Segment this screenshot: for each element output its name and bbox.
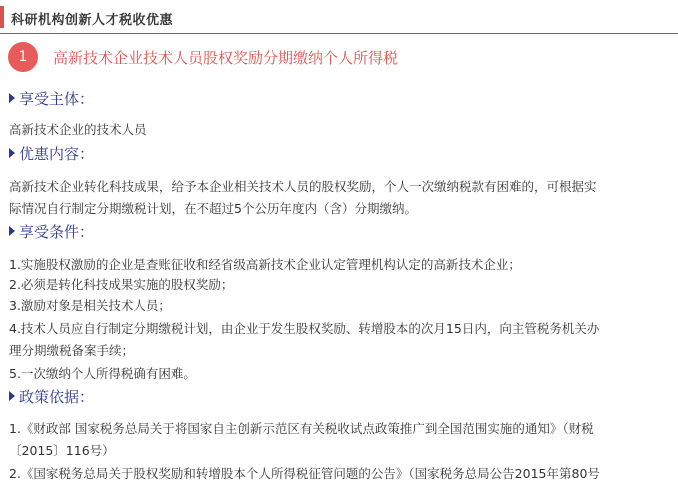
arrow-right-icon bbox=[9, 391, 15, 401]
section-heading-label: 享受条件： bbox=[19, 223, 95, 241]
section-heading-basis bbox=[9, 386, 94, 407]
section-heading-conditions bbox=[9, 221, 94, 242]
subject-text: 高新技术企业的技术人员 bbox=[9, 122, 147, 137]
arrow-right-icon bbox=[9, 148, 15, 158]
section-heading-label: 优惠内容： bbox=[19, 145, 95, 163]
content-line: 高新技术企业转化科技成果，给予本企业相关技术人员的股权奖励，个人一次缴纳税款有困难的，可根据实 bbox=[9, 179, 597, 194]
basis-line: 〔2015〕116号） bbox=[9, 443, 115, 458]
condition-line: 5.一次缴纳个人所得税确有困难。 bbox=[9, 366, 196, 381]
condition-line: 3.激励对象是相关技术人员； bbox=[9, 298, 171, 313]
basis-line: 2.《国家税务总局关于股权奖励和转增股本个人所得税征管问题的公告》（国家税务总局公告2015年第80号 bbox=[9, 466, 600, 481]
page-title: 科研机构创新人才税收优惠 bbox=[11, 13, 174, 28]
condition-line: 4.技术人员应自行制定分期缴税计划，由企业于发生股权奖励、转增股本的次月15日内，向主管税务机关办 bbox=[9, 321, 600, 336]
condition-line: 1.实施股权激励的企业是查账征收和经省级高新技术企业认定管理机构认定的高新技术企业； bbox=[9, 257, 521, 272]
item-number-badge: 1 bbox=[8, 42, 38, 72]
item-title: 高新技术企业技术人员股权奖励分期缴纳个人所得税 bbox=[53, 49, 399, 67]
condition-line: 2.必须是转化科技成果实施的股权奖励； bbox=[9, 277, 234, 292]
condition-line: 理分期缴税备案手续； bbox=[9, 343, 135, 358]
arrow-right-icon bbox=[9, 226, 15, 236]
section-heading-label: 政策依据： bbox=[19, 388, 95, 406]
section-heading-label: 享受主体： bbox=[19, 90, 95, 108]
header-accent-bar bbox=[0, 6, 4, 28]
basis-line: 1.《财政部 国家税务总局关于将国家自主创新示范区有关税收试点政策推广到全国范围实施的通知》（财税 bbox=[9, 421, 594, 436]
page-header bbox=[0, 0, 678, 34]
content-line: 际情况自行制定分期缴税计划，在不超过5个公历年度内（含）分期缴纳。 bbox=[9, 201, 417, 216]
section-heading-subject bbox=[9, 88, 94, 109]
arrow-right-icon bbox=[9, 93, 15, 103]
section-heading-content bbox=[9, 143, 94, 164]
header-divider bbox=[0, 33, 678, 34]
